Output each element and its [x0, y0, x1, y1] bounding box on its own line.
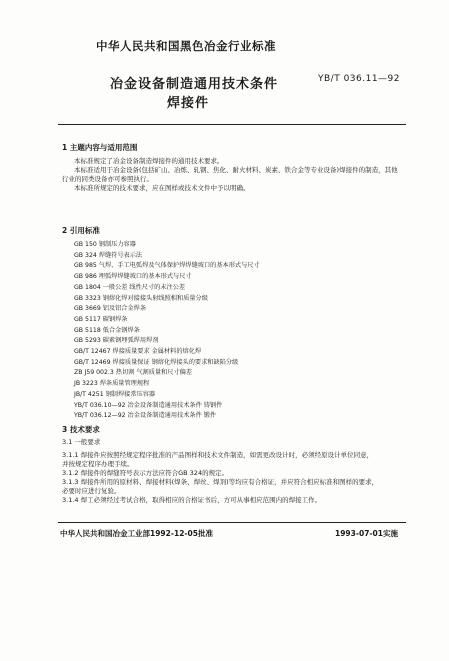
section-3-body	[62, 451, 407, 505]
reference-item: YB/T 036.12—92 冶金设备制造通用技术条件 锻件	[74, 412, 217, 420]
standard-number: YB/T 036.11—92	[318, 74, 401, 84]
section-3-1-heading: 3.1 一般要求	[62, 438, 101, 446]
reference-item: JB 3223 焊条质量管理规程	[74, 380, 150, 388]
section-1-line: 本标准适用于冶金设备(包括矿山、冶炼、轧钢、焦化、耐火材料、炭素、铁合金等专业设备)焊接件的制造，其他	[74, 166, 398, 174]
section-3-heading: 3 技术要求	[62, 425, 100, 434]
effective-date: 1993-07-01实施	[335, 529, 398, 538]
reference-item: GB 1804 一般公差 线性尺寸的未注公差	[74, 283, 186, 291]
reference-item: GB 986 埋弧焊焊缝坡口的基本形式与尺寸	[74, 273, 192, 281]
reference-item: GB 5118 低合金钢焊条	[74, 326, 140, 334]
section-3-line: 3.1.2 焊接件的焊缝符号表示方法应符合GB 324的规定。	[62, 469, 229, 477]
section-1-body	[62, 157, 407, 193]
reference-item: GB 985 气焊、手工电弧焊及气体保护焊焊缝坡口的基本形式与尺寸	[74, 262, 260, 270]
reference-item: GB 3669 铝及铝合金焊条	[74, 305, 147, 313]
reference-list	[74, 240, 260, 422]
section-2-heading: 2 引用标准	[62, 226, 100, 235]
publisher-header: 中华人民共和国黑色冶金行业标准	[96, 39, 276, 53]
section-3-line: 3.1.4 焊工必须经过考试合格，取得相应的合格证书后，方可从事相应范围内的焊接工作。	[62, 496, 322, 504]
section-1-line: 行业的同类设备亦可参照执行。	[62, 175, 153, 183]
reference-item: ZB J59 002.3 热切割 气割质量和尺寸偏差	[74, 369, 193, 377]
reference-item: GB 3323 钢熔化焊对接接头射线照相和质量分级	[74, 294, 208, 302]
approval-date: 中华人民共和国冶金工业部1992-12-05批准	[60, 529, 213, 538]
reference-item: GB 5117 碳钢焊条	[74, 315, 128, 323]
document-subtitle: 焊接件	[167, 96, 210, 111]
reference-item: GB/T 12467 焊接质量要求 金属材料的熔化焊	[74, 348, 202, 356]
section-3-line: 3.1.1 焊接件应按照经规定程序批准的产品图样和技术文件制造，如需更改设计时，必须经原设计单位同意，	[62, 451, 374, 459]
reference-item: GB/T 12469 焊接质量保证 钢熔化焊接头的要求和缺陷分级	[74, 358, 239, 366]
section-1-line: 本标准规定了冶金设备制造焊接件的通用技术要求。	[74, 157, 224, 165]
header-rule	[58, 124, 406, 125]
reference-item: YB/T 036.10—92 冶金设备制造通用技术条件 铸钢件	[74, 401, 223, 409]
document-title: 冶金设备制造通用技术条件	[110, 77, 279, 92]
reference-item: JB/T 4251 钢制焊接常压容器	[74, 390, 156, 398]
section-3-line: 必要时应进行复验。	[62, 487, 121, 495]
section-3-line: 3.1.3 焊接件所用的原材料、焊接材料(焊条、焊丝、焊剂)等均应有合格证，并应符合相应标准和图样的要求，	[62, 478, 379, 486]
section-1-heading: 1 主题内容与适用范围	[62, 143, 138, 152]
reference-item: GB 150 钢制压力容器	[74, 241, 136, 248]
footer-rule	[58, 522, 406, 523]
section-3-line: 并按规定程序办理手续。	[62, 460, 134, 468]
reference-item: GB 324 焊缝符号表示法	[74, 251, 143, 259]
section-1-line: 本标准所规定的技术要求，应在图样或技术文件中予以明确。	[74, 184, 250, 192]
reference-item: GB 5293 碳素钢埋弧焊用焊剂	[74, 337, 159, 345]
